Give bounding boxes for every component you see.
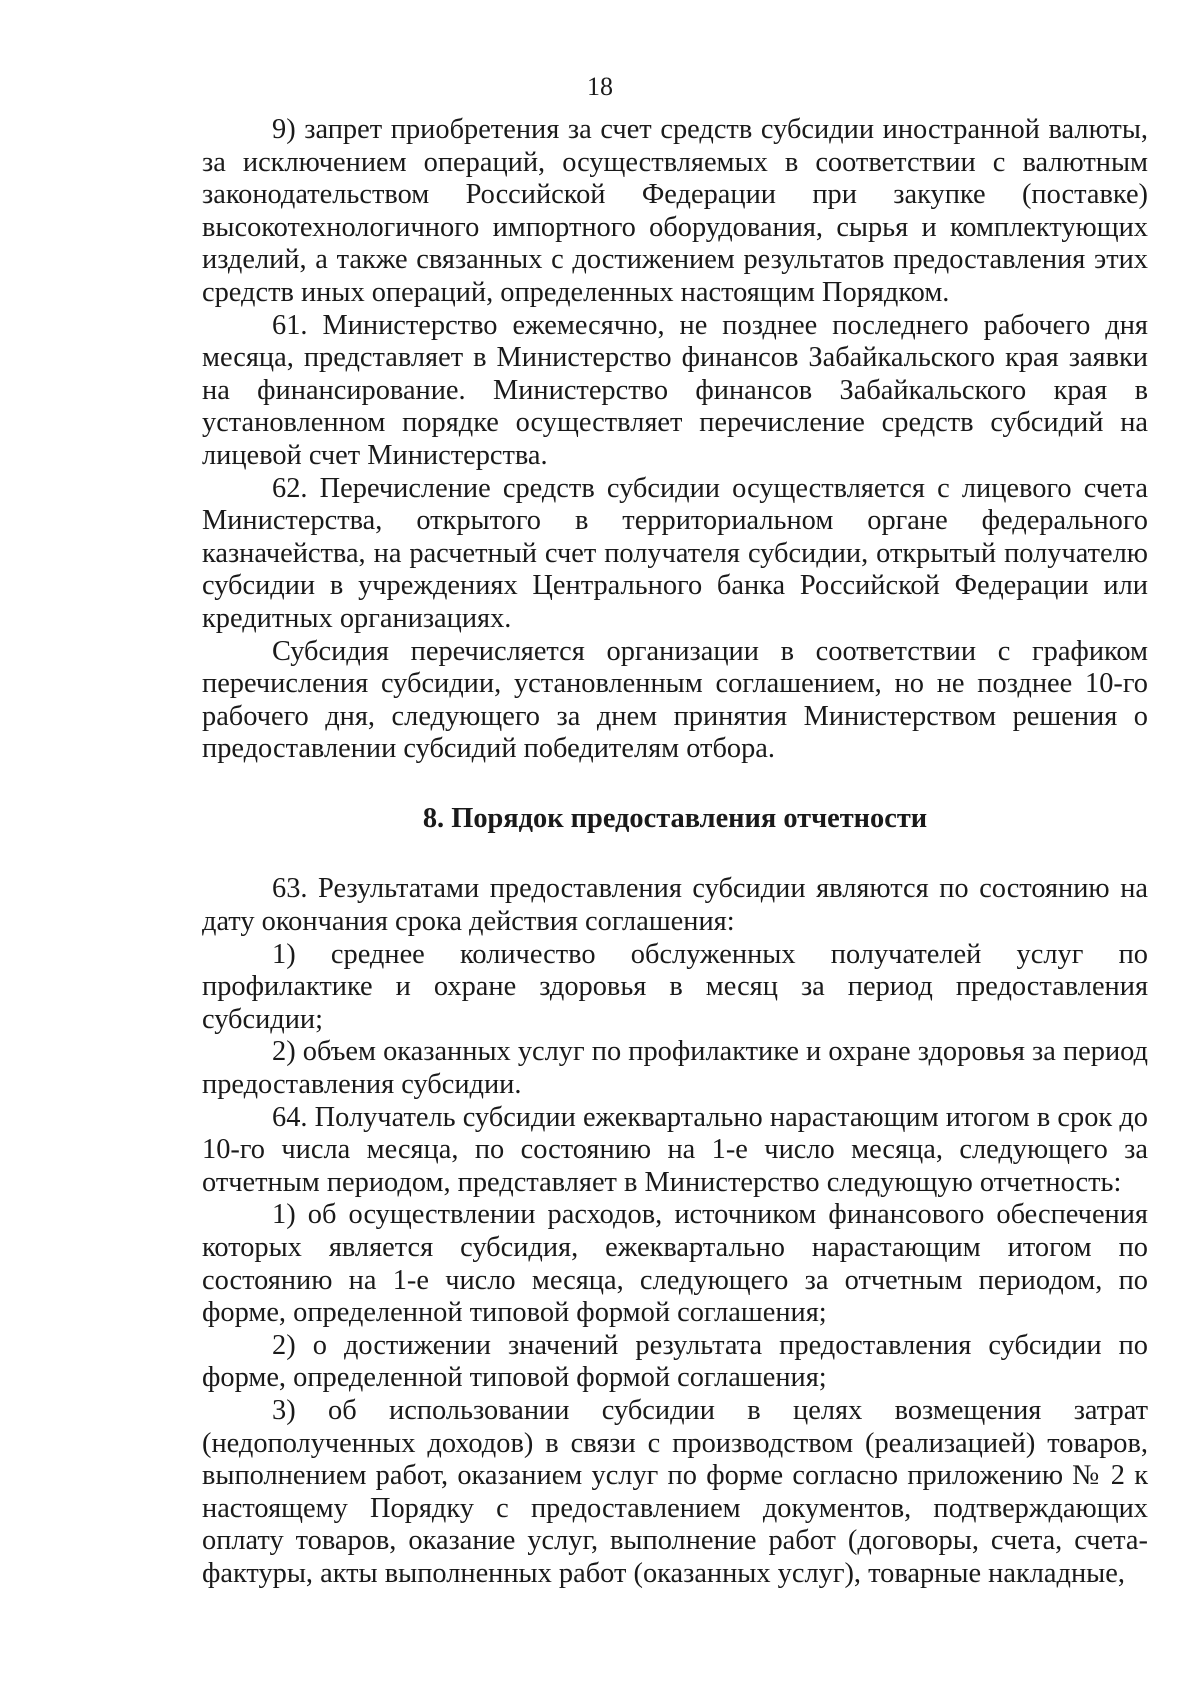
paragraph-63-item-1: 1) среднее количество обслуженных получателей услуг по профилактике и охране здоровья в месяц за период предоставления субсидии; <box>202 938 1148 1035</box>
paragraph-64: 64. Получатель субсидии ежеквартально нарастающим итогом в срок до 10-го числа месяца, по состоянию на 1-е число месяца, следующего за отчетным периодом, представляет в Министерство следующую отчетность: <box>202 1101 1148 1198</box>
paragraph-64-item-2: 2) о достижении значений результата предоставления субсидии по форме, определенной типовой формой соглашения; <box>202 1329 1148 1394</box>
document-body <box>202 114 1148 1591</box>
paragraph-62: 62. Перечисление средств субсидии осуществляется с лицевого счета Министерства, открытого в территориальном органе федерального казначейства, на расчетный счет получателя субсидии, открытый получателю субсидии в учреждениях Центрального банка Российской Федерации или кредитных организациях. <box>202 472 1148 634</box>
paragraph-63-item-2: 2) объем оказанных услуг по профилактике и охране здоровья за период предоставления субсидии. <box>202 1036 1148 1101</box>
paragraph-61: 61. Министерство ежемесячно, не позднее последнего рабочего дня месяца, представляет в Министерство финансов Забайкальского края заявки на финансирование. Министерство финансов Забайкальского края в установленном порядке осуществляет перечисление средств субсидий на лицевой счет Министерства. <box>202 309 1148 471</box>
paragraph-subsidy-transfer: Субсидия перечисляется организации в соответствии с графиком перечисления субсидии, установленным соглашением, но не позднее 10-го рабочего дня, следующего за днем принятия Министерством решения о предоставлении субсидий победителям отбора. <box>202 635 1148 765</box>
paragraph-64-item-3: 3) об использовании субсидии в целях возмещения затрат (недополученных доходов) в связи с производством (реализацией) товаров, выполнением работ, оказанием услуг по форме согласно приложению № 2 к настоящему Порядку с предоставлением документов, подтверждающих оплату товаров, оказание услуг, выполнение работ (договоры, счета, счета-фактуры, акты выполненных работ (оказанных услуг), товарные накладные, <box>202 1394 1148 1589</box>
page-number: 18 <box>587 72 613 101</box>
paragraph-63: 63. Результатами предоставления субсидии являются по состоянию на дату окончания срока действия соглашения: <box>202 873 1148 938</box>
paragraph-item-9: 9) запрет приобретения за счет средств субсидии иностранной валюты, за исключением операций, осуществляемых в соответствии с валютным законодательством Российской Федерации при закупке (поставке) высокотехнологичного импортного оборудования, сырья и комплектующих изделий, а также связанных с достижением результатов предоставления этих средств иных операций, определенных настоящим Порядком. <box>202 114 1148 308</box>
section-heading: 8. Порядок предоставления отчетности <box>422 802 928 834</box>
paragraph-64-item-1: 1) об осуществлении расходов, источником финансового обеспечения которых является субсидия, ежеквартально нарастающим итогом по состоянию на 1-е число месяца, следующего за отчетным периодом, по форме, определенной типовой формой соглашения; <box>202 1199 1148 1329</box>
